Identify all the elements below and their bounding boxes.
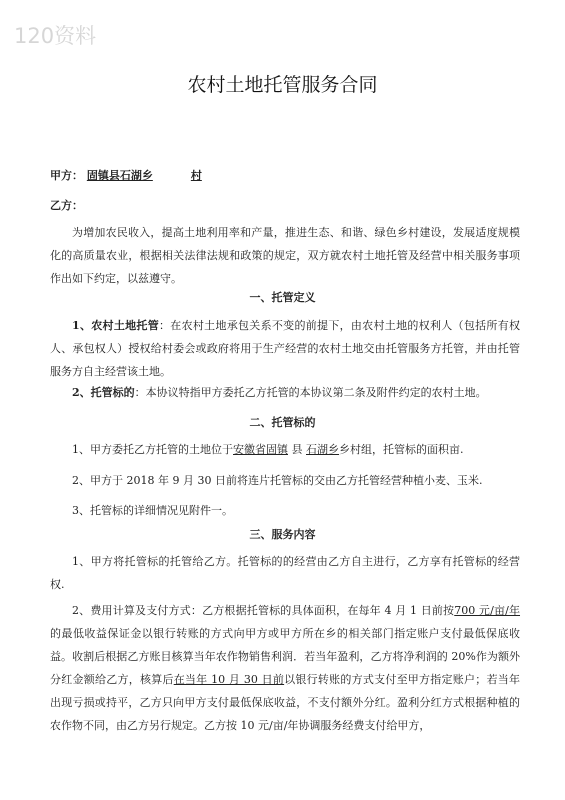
watermark: 120资料: [14, 24, 97, 48]
section-2-item-2: 2、甲方于 2018 年 9 月 30 日前将连片托管标的交由乙方托管经营种植小麦、玉米.: [72, 474, 483, 487]
location-province: 安徽省固镇: [233, 443, 288, 456]
section-1-item-2-label: 2、托管标的: [72, 386, 135, 399]
party-a-line: [50, 166, 202, 186]
section-1-item-1-text: ：在农村土地承包关系不变的前提下，由农村土地的权利人（包括所有权人、承包权人）授权给村委会或政府将用于生产经营的农村土地交由托管服务方托管，并由托管服务方自主经营该土地。: [50, 319, 520, 378]
party-b-label: 乙方：: [50, 199, 83, 212]
document-title: 农村土地托管服务合同: [187, 74, 378, 96]
section-2-heading: 二、托管标的: [249, 416, 316, 429]
location-town: 石湖乡: [306, 443, 339, 456]
section-2-item-3: 3、托管标的详细情况见附件一。: [72, 504, 233, 517]
section-1-item-2-text: ：本协议特指甲方委托乙方托管的本协议第二条及附件约定的农村土地。: [134, 386, 487, 399]
intro-paragraph: 为增加农民收入，提高土地利用率和产量，推进生态、和谐、绿色乡村建设，发展适度规模化的高质量农业，根据相关法律法规和政策的规定，双方就农村土地托管及经营中相关服务事项作出如下约定，以兹遵守。: [50, 226, 520, 285]
section-1-item-1: [50, 314, 520, 383]
party-a-label: 甲方：: [50, 169, 83, 182]
party-b-line: [50, 196, 83, 216]
payment-deadline: 在当年 10 月 30 日前: [173, 673, 285, 686]
section-3-item-1: 1、甲方将托管标的托管给乙方。托管标的的经营由乙方自主进行，乙方享有托管标的经营权.: [50, 555, 520, 591]
section-1-heading: 一、托管定义: [249, 291, 316, 304]
section-1-item-2: [50, 381, 520, 404]
section-1-item-1-label: 1、农村土地托管: [72, 319, 159, 332]
fee-amount: 700 元/亩/年: [454, 604, 521, 617]
section-3-item-2: 2、费用计算及支付方式：乙方根据托管标的具体面积，在每年 4 月 1 日前按700 元/亩/年的最低收益保证金以银行转账的方式向甲方或甲方所在乡的相关部门指定账户支付最低保底收益。收割后根据乙方账目核算当年农作物销售利润．若当年盈利，乙方将净利润的 20%作为额外分红金额给乙方，核算后在当年 10 月 30 日前以银行转账的方式支付至甲方指定账户；若当年出现亏损或持平，乙方只向甲方支付最低保底收益，不支付额外分红。盈利分红方式根据种植的农作物不同，由乙方另行规定。乙方按 10 元/亩/年协调服务经费支付给甲方，: [50, 604, 521, 732]
section-2-item-1: 1、甲方委托乙方托管的土地位于安徽省固镇 县 石湖乡乡村组，托管标的面积亩.: [72, 443, 464, 456]
party-a-value: 固镇县石湖乡 村: [86, 169, 202, 182]
section-3-heading: 三、服务内容: [249, 528, 316, 541]
